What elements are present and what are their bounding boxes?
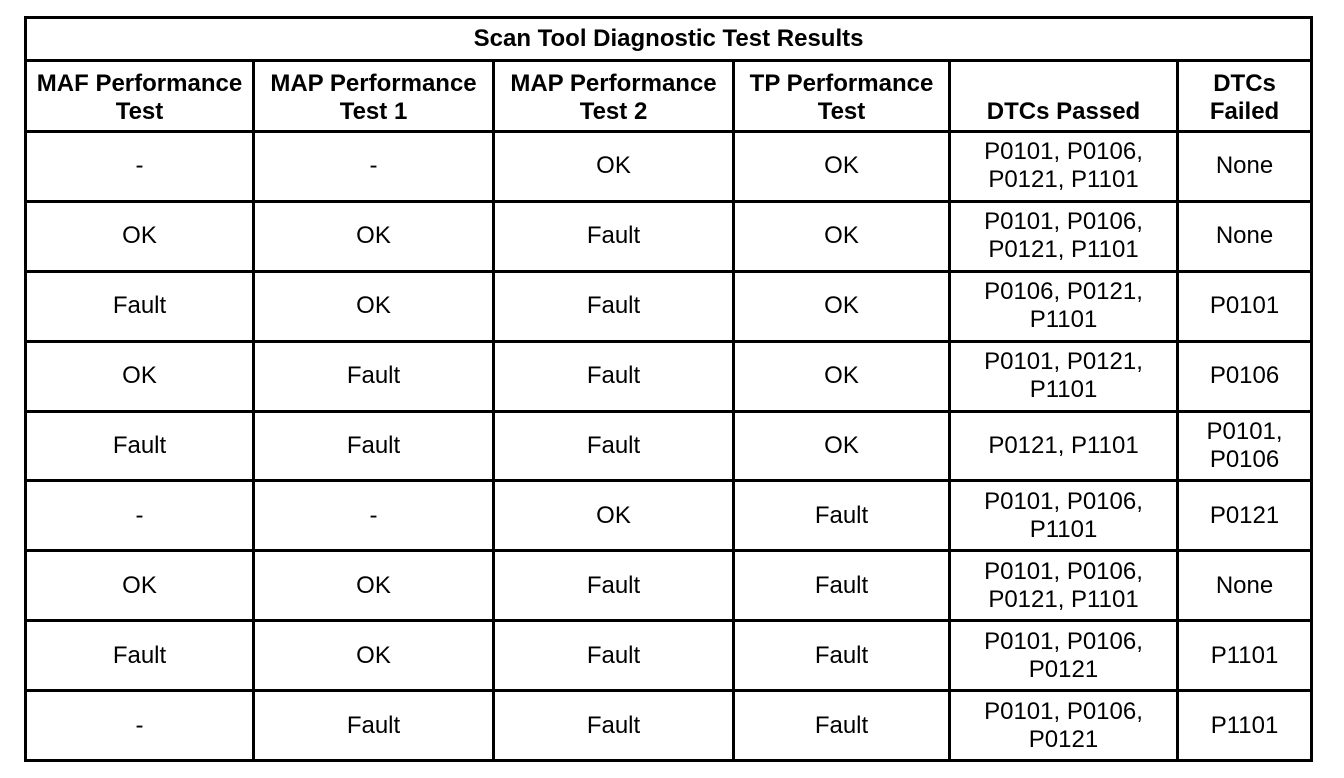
table-row: [26, 621, 1312, 691]
cell-dtcs-passed: P0101, P0121, P1101: [950, 341, 1178, 411]
cell-maf: Fault: [26, 271, 254, 341]
cell-dtcs-passed: P0101, P0106, P0121, P1101: [950, 132, 1178, 202]
cell-maf: Fault: [26, 621, 254, 691]
cell-tp: OK: [734, 271, 950, 341]
cell-maf: -: [26, 481, 254, 551]
header-maf-performance-test: MAF Performance Test: [26, 61, 254, 132]
cell-map-2: Fault: [494, 201, 734, 271]
cell-map-2: Fault: [494, 551, 734, 621]
table-row: [26, 551, 1312, 621]
header-dtcs-passed: DTCs Passed: [950, 61, 1178, 132]
table-row: [26, 132, 1312, 202]
header-map-performance-test-2: MAP Performance Test 2: [494, 61, 734, 132]
cell-map-2: Fault: [494, 621, 734, 691]
table-row: [26, 481, 1312, 551]
cell-dtcs-failed: P0106: [1178, 341, 1312, 411]
cell-dtcs-failed: None: [1178, 201, 1312, 271]
cell-maf: OK: [26, 341, 254, 411]
table-row: [26, 201, 1312, 271]
cell-map-1: Fault: [254, 691, 494, 761]
table-row: [26, 691, 1312, 761]
cell-tp: Fault: [734, 621, 950, 691]
cell-map-2: Fault: [494, 271, 734, 341]
cell-map-2: Fault: [494, 691, 734, 761]
cell-map-1: Fault: [254, 411, 494, 481]
cell-dtcs-failed: P1101: [1178, 691, 1312, 761]
cell-map-2: OK: [494, 481, 734, 551]
cell-dtcs-passed: P0101, P0106, P0121: [950, 691, 1178, 761]
cell-dtcs-passed: P0121, P1101: [950, 411, 1178, 481]
header-map-performance-test-1: MAP Performance Test 1: [254, 61, 494, 132]
table-row: [26, 411, 1312, 481]
cell-dtcs-failed: P1101: [1178, 621, 1312, 691]
cell-maf: -: [26, 132, 254, 202]
cell-dtcs-failed: P0121: [1178, 481, 1312, 551]
cell-dtcs-passed: P0101, P0106, P0121, P1101: [950, 551, 1178, 621]
cell-tp: Fault: [734, 551, 950, 621]
cell-maf: OK: [26, 201, 254, 271]
cell-map-2: Fault: [494, 411, 734, 481]
cell-tp: OK: [734, 201, 950, 271]
table-title: Scan Tool Diagnostic Test Results: [26, 18, 1312, 61]
cell-map-1: -: [254, 481, 494, 551]
cell-dtcs-passed: P0106, P0121, P1101: [950, 271, 1178, 341]
cell-dtcs-failed: P0101: [1178, 271, 1312, 341]
cell-map-1: -: [254, 132, 494, 202]
table-row: [26, 271, 1312, 341]
header-dtcs-failed: DTCs Failed: [1178, 61, 1312, 132]
header-tp-performance-test: TP Performance Test: [734, 61, 950, 132]
cell-maf: OK: [26, 551, 254, 621]
cell-dtcs-passed: P0101, P0106, P0121: [950, 621, 1178, 691]
cell-tp: Fault: [734, 691, 950, 761]
cell-map-1: OK: [254, 621, 494, 691]
cell-dtcs-passed: P0101, P0106, P0121, P1101: [950, 201, 1178, 271]
cell-dtcs-failed: None: [1178, 551, 1312, 621]
cell-map-1: OK: [254, 271, 494, 341]
cell-dtcs-passed: P0101, P0106, P1101: [950, 481, 1178, 551]
cell-maf: -: [26, 691, 254, 761]
cell-tp: OK: [734, 132, 950, 202]
cell-map-1: OK: [254, 551, 494, 621]
cell-maf: Fault: [26, 411, 254, 481]
cell-dtcs-failed: None: [1178, 132, 1312, 202]
cell-map-2: Fault: [494, 341, 734, 411]
cell-tp: OK: [734, 341, 950, 411]
cell-map-1: Fault: [254, 341, 494, 411]
cell-tp: OK: [734, 411, 950, 481]
cell-dtcs-failed: P0101, P0106: [1178, 411, 1312, 481]
scan-tool-results-table: [24, 16, 1313, 762]
cell-map-2: OK: [494, 132, 734, 202]
table-row: [26, 341, 1312, 411]
cell-map-1: OK: [254, 201, 494, 271]
cell-tp: Fault: [734, 481, 950, 551]
